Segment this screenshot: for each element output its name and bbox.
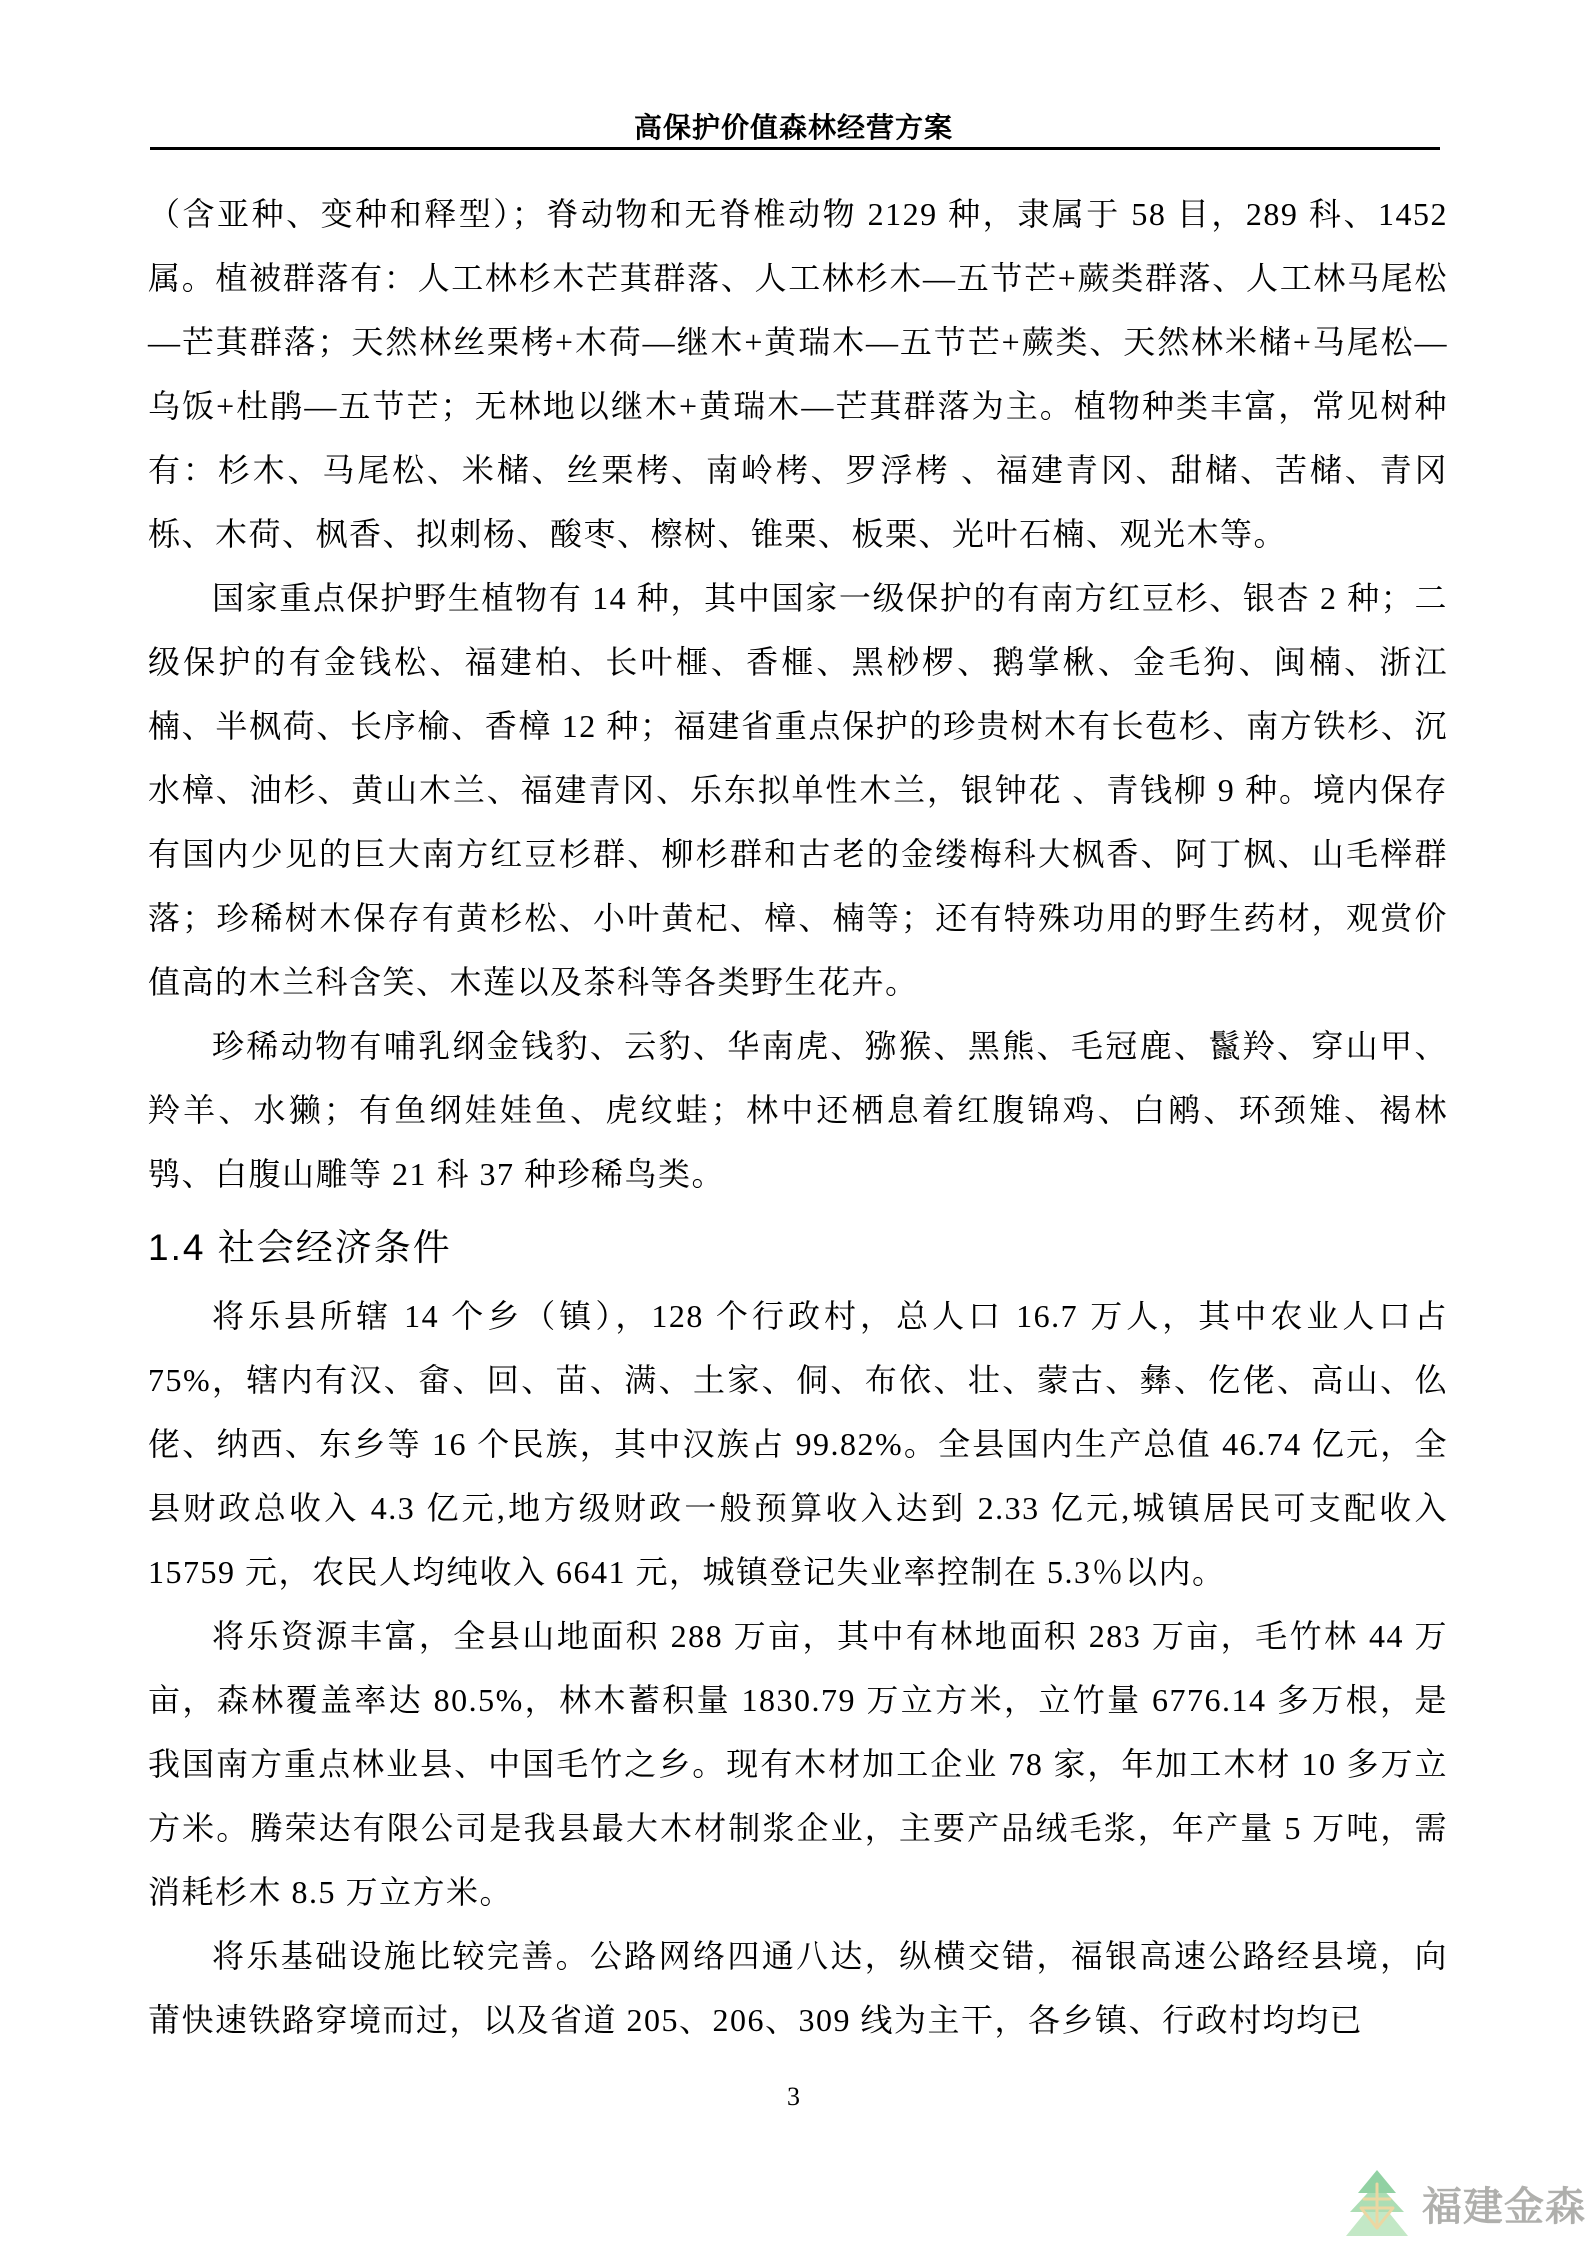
paragraph: （含亚种、变种和释型）；脊动物和无脊椎动物 2129 种，隶属于 58 目，289 科、1452 属。植被群落有：人工林杉木芒萁群落、人工林杉木—五节芒+蕨类群落、人工林马尾松—芒萁群落；天然林丝栗栲+木荷—继木+黄瑞木—五节芒+蕨类、天然林米槠+马尾松—乌饭+杜鹃—五节芒；无林地以继木+黄瑞木—芒萁群落为主。植物种类丰富，常见树种有：杉木、马尾松、米槠、丝栗栲、南岭栲、罗浮栲 、福建青冈、甜槠、苦槠、青冈栎、木荷、枫香、拟刺杨、酸枣、檫树、锥栗、板栗、光叶石楠、观光木等。 <box>148 196 1448 552</box>
paragraph: 国家重点保护野生植物有 14 种，其中国家一级保护的有南方红豆杉、银杏 2 种；二级保护的有金钱松、福建柏、长叶榧、香榧、黑桫椤、鹅掌楸、金毛狗、闽楠、浙江楠、半枫荷、长序榆、香樟 12 种；福建省重点保护的珍贵树木有长苞杉、南方铁杉、沉水樟、油杉、黄山木兰、福建青冈、乐东拟单性木兰，银钟花 、青钱柳 9 种。境内保存有国内少见的巨大南方红豆杉群、柳杉群和古老的金缕梅科大枫香、阿丁枫、山毛榉群落；珍稀树木保存有黄杉松、小叶黄杞、樟、楠等；还有特殊功用的野生药材，观赏价值高的木兰科含笑、木莲以及茶科等各类野生花卉。 <box>148 580 1448 1000</box>
section-heading: 1.4 社会经济条件 <box>148 1227 452 1268</box>
header-divider <box>150 147 1440 150</box>
company-logo <box>1344 2168 1586 2238</box>
pine-tree-icon <box>1344 2168 1410 2238</box>
paragraph: 珍稀动物有哺乳纲金钱豹、云豹、华南虎、猕猴、黑熊、毛冠鹿、鬣羚、穿山甲、羚羊、水獭；有鱼纲娃娃鱼、虎纹蛙；林中还栖息着红腹锦鸡、白鹇、环颈雉、褐林鸮、白腹山雕等 21 科 37 种珍稀鸟类。 <box>148 1028 1448 1192</box>
logo-text: 福建金森 <box>1422 2184 1586 2229</box>
paragraph: 将乐县所辖 14 个乡（镇），128 个行政村，总人口 16.7 万人，其中农业人口占 75%，辖内有汉、畲、回、苗、满、土家、侗、布依、壮、蒙古、彝、仡佬、高山、仫佬、纳西、东乡等 16 个民族，其中汉族占 99.82%。全县国内生产总值 46.74 亿元，全县财政总收入 4.3 亿元,地方级财政一般预算收入达到 2.33 亿元,城镇居民可支配收入 15759 元，农民人均纯收入 6641 元，城镇登记失业率控制在 5.3％以内。 <box>148 1298 1448 1590</box>
paragraph: 将乐资源丰富，全县山地面积 288 万亩，其中有林地面积 283 万亩，毛竹林 44 万亩，森林覆盖率达 80.5%，林木蓄积量 1830.79 万立方米，立竹量 6776.14 多万根，是我国南方重点林业县、中国毛竹之乡。现有木材加工企业 78 家，年加工木材 10 多万立方米。腾荣达有限公司是我县最大木材制浆企业，主要产品绒毛浆，年产量 5 万吨，需消耗杉木 8.5 万立方米。 <box>148 1618 1448 1910</box>
document-body <box>148 182 1448 2052</box>
page-header-title: 高保护价值森林经营方案 <box>633 113 953 144</box>
page-number: 3 <box>787 2082 800 2111</box>
paragraph: 将乐基础设施比较完善。公路网络四通八达，纵横交错，福银高速公路经县境，向莆快速铁路穿境而过，以及省道 205、206、309 线为主干，各乡镇、行政村均均已 <box>148 1938 1448 2038</box>
